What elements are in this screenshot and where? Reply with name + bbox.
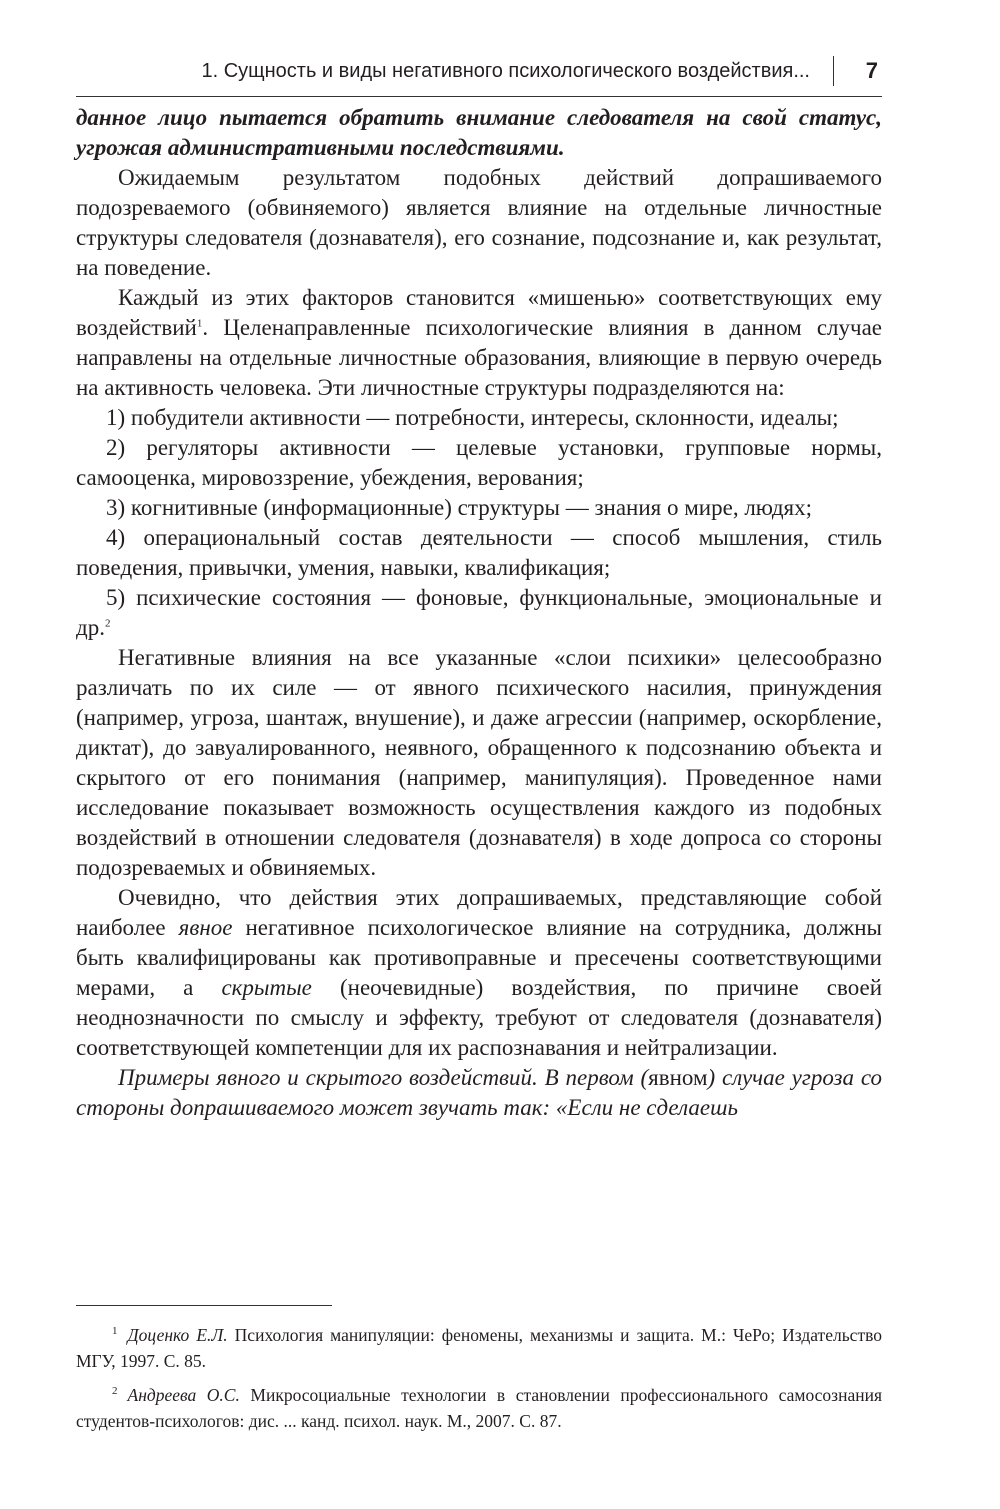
- running-title: 1. Сущность и виды негативного психологического воздействия...: [201, 60, 810, 82]
- emphasis-hidden: скрытые: [221, 975, 312, 1000]
- footnote-2: [76, 1378, 882, 1434]
- list-item: 1) побудители активности — потребности, интересы, склонности, идеалы;: [106, 405, 839, 430]
- main-text: [76, 103, 882, 1123]
- paragraph-examples-text-b: ) случае угроза со стороны допрашиваемого может звучать так: «Если не сделаешь: [76, 1065, 882, 1120]
- paragraph-targets-text-a: Каждый из этих факторов становится «мишенью» соответствующих ему воздействий: [76, 285, 882, 340]
- paragraph-targets-text-b: . Целенаправленные психологические влияния в данном случае направлены на отдельные личностные образования, влияющие в первую очередь на активность человека. Эти личностные структуры подразделяются на:: [76, 315, 882, 400]
- footnote-1: [76, 1318, 882, 1374]
- footnote-mark: 1: [112, 1325, 118, 1337]
- list-item: 2) регуляторы активности — целевые установки, групповые нормы, самооценка, мировоззрение, убеждения, верования;: [76, 435, 882, 490]
- paragraph-obvious: [76, 883, 882, 1063]
- footnote-ref-2[interactable]: 2: [104, 617, 111, 630]
- paragraph-obvious-text-b: негативное психологическое влияние на сотрудника, должны быть квалифицированы как противоправные и пресечены соответствующими мерами, а: [76, 915, 882, 1000]
- examples-plain-word: явном: [648, 1065, 708, 1090]
- list-item: 4) операциональный состав деятельности — способ мышления, стиль поведения, привычки, умения, навыки, квалификация;: [76, 525, 882, 580]
- list-item: [76, 583, 882, 643]
- paragraph-continuation: данное лицо пытается обратить внимание следователя на свой статус, угрожая административными последствиями.: [76, 105, 882, 160]
- paragraph-negative-influences: Негативные влияния на все указанные «слои психики» целесообразно различать по их силе — от явного психического насилия, принуждения (например, угроза, шантаж, внушение), и даже агрессии (например, оскорбление, диктат), до завуалированного, неявного, обращенного к подсознанию объекта и скрытого от его понимания (например, манипуляция). Проведенное нами исследование показывает возможность осуществления каждого из подобных воздействий в отношении следователя (дознавателя) в ходе допроса со стороны подозреваемых и обвиняемых.: [76, 645, 882, 880]
- footnote-mark: 2: [112, 1384, 118, 1397]
- paragraph-expected-result: Ожидаемым результатом подобных действий допрашиваемого подозреваемого (обвиняемого) является влияние на отдельные личностные структуры следователя (дознавателя), его сознание, подсознание и, как результат, на поведение.: [76, 165, 882, 280]
- footnote-text: Микросоциальные технологии в становлении профессионального самосознания студентов-психологов: дис. ... канд. психол. наук. М., 2007. С. 87.: [76, 1384, 882, 1431]
- footnotes: [76, 1318, 882, 1438]
- header-separator: [833, 56, 835, 86]
- paragraph-obvious-text-c: (неочевидные) воздействия, по причине своей неоднозначности по смыслу и эффекту, требуют от следователя (дознавателя) соответствующей компетенции для их распознавания и нейтрализации.: [76, 975, 883, 1060]
- paragraph-examples-text-a: Примеры явного и скрытого воздействий. В первом (: [118, 1065, 649, 1090]
- page-number: 7: [865, 58, 878, 83]
- footnote-author: Андреева О.С.: [127, 1384, 240, 1405]
- footnote-author: Доценко Е.Л.: [127, 1324, 228, 1345]
- footnote-rule: [76, 1305, 332, 1306]
- list-item: 3) когнитивные (информационные) структуры — знания о мире, людях;: [106, 495, 812, 520]
- paragraph-obvious-text-a: Очевидно, что действия этих допрашиваемых, представляющие собой наиболее: [76, 885, 882, 940]
- paragraph-examples: [76, 1063, 882, 1123]
- footnote-ref-1[interactable]: 1: [196, 317, 203, 330]
- footnote-text: Психология манипуляции: феномены, механизмы и защита. М.: ЧеРо; Издательство МГУ, 1997. С. 85.: [76, 1324, 882, 1371]
- running-header: [76, 52, 882, 97]
- emphasis-explicit: явное: [178, 915, 233, 940]
- list-item-text: 5) психические состояния — фоновые, функциональные, эмоциональные и др.: [76, 585, 882, 640]
- paragraph-targets: [76, 283, 882, 403]
